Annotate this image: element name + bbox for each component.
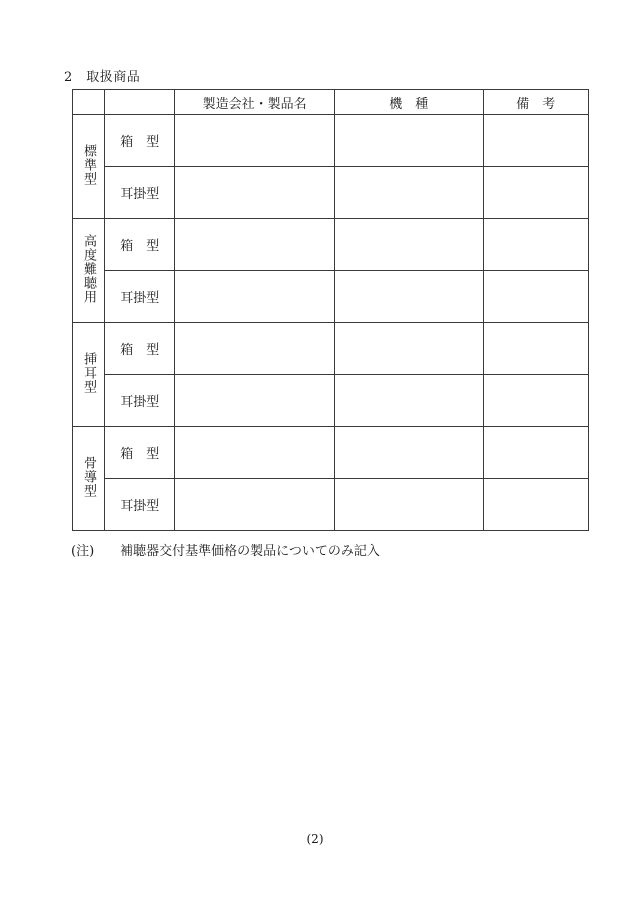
shape-cell [105, 271, 175, 323]
section-heading [64, 66, 140, 85]
category-label: 挿耳型 [81, 351, 97, 394]
maker-cell[interactable] [175, 375, 335, 427]
note-cell[interactable] [483, 271, 588, 323]
shape-label: 箱 型 [120, 343, 160, 358]
shape-label: 耳掛型 [120, 187, 160, 202]
page-number: (2) [306, 832, 324, 846]
header-blank-category [73, 90, 105, 115]
shape-label: 箱 型 [120, 135, 160, 150]
shape-label: 耳掛型 [120, 291, 160, 306]
shape-cell [105, 375, 175, 427]
table-row [73, 479, 589, 531]
note-cell[interactable] [483, 375, 588, 427]
header-blank-shape [105, 90, 175, 115]
shape-cell [105, 479, 175, 531]
shape-cell [105, 323, 175, 375]
header-model: 機 種 [334, 90, 483, 115]
category-cell-bone-conduction [73, 427, 105, 531]
category-label: 標準型 [81, 143, 97, 186]
note-cell[interactable] [483, 167, 588, 219]
table-row [73, 115, 589, 167]
table-row [73, 167, 589, 219]
section-number: 2 [64, 70, 73, 85]
shape-label: 箱 型 [120, 239, 160, 254]
model-cell[interactable] [334, 479, 483, 531]
table-row [73, 219, 589, 271]
maker-cell[interactable] [175, 427, 335, 479]
shape-cell [105, 115, 175, 167]
maker-cell[interactable] [175, 115, 335, 167]
shape-label: 耳掛型 [120, 395, 160, 410]
note-cell[interactable] [483, 323, 588, 375]
footnote-text: 補聴器交付基準価格の製品についてのみ記入 [120, 544, 380, 559]
shape-label: 箱 型 [120, 447, 160, 462]
model-cell[interactable] [334, 375, 483, 427]
shape-label: 耳掛型 [120, 499, 160, 514]
model-cell[interactable] [334, 115, 483, 167]
header-note: 備 考 [483, 90, 588, 115]
maker-cell[interactable] [175, 323, 335, 375]
table-header-row [73, 90, 589, 115]
category-label: 骨導型 [81, 455, 97, 498]
model-cell[interactable] [334, 219, 483, 271]
note-cell[interactable] [483, 479, 588, 531]
maker-cell[interactable] [175, 219, 335, 271]
table-row [73, 323, 589, 375]
shape-cell [105, 167, 175, 219]
note-cell[interactable] [483, 115, 588, 167]
note-cell[interactable] [483, 219, 588, 271]
category-label: 高度難聴用 [81, 233, 97, 304]
shape-cell [105, 219, 175, 271]
footnote [71, 540, 380, 559]
maker-cell[interactable] [175, 479, 335, 531]
maker-cell[interactable] [175, 167, 335, 219]
maker-cell[interactable] [175, 271, 335, 323]
note-cell[interactable] [483, 427, 588, 479]
products-table [72, 89, 589, 531]
category-cell-severe-hearing-loss [73, 219, 105, 323]
footnote-prefix: (注) [71, 544, 95, 559]
model-cell[interactable] [334, 167, 483, 219]
category-cell-in-ear [73, 323, 105, 427]
model-cell[interactable] [334, 323, 483, 375]
table-row [73, 427, 589, 479]
model-cell[interactable] [334, 427, 483, 479]
shape-cell [105, 427, 175, 479]
header-maker: 製造会社・製品名 [175, 90, 335, 115]
table-row [73, 271, 589, 323]
model-cell[interactable] [334, 271, 483, 323]
category-cell-standard [73, 115, 105, 219]
section-title: 取扱商品 [86, 70, 141, 85]
table-row [73, 375, 589, 427]
